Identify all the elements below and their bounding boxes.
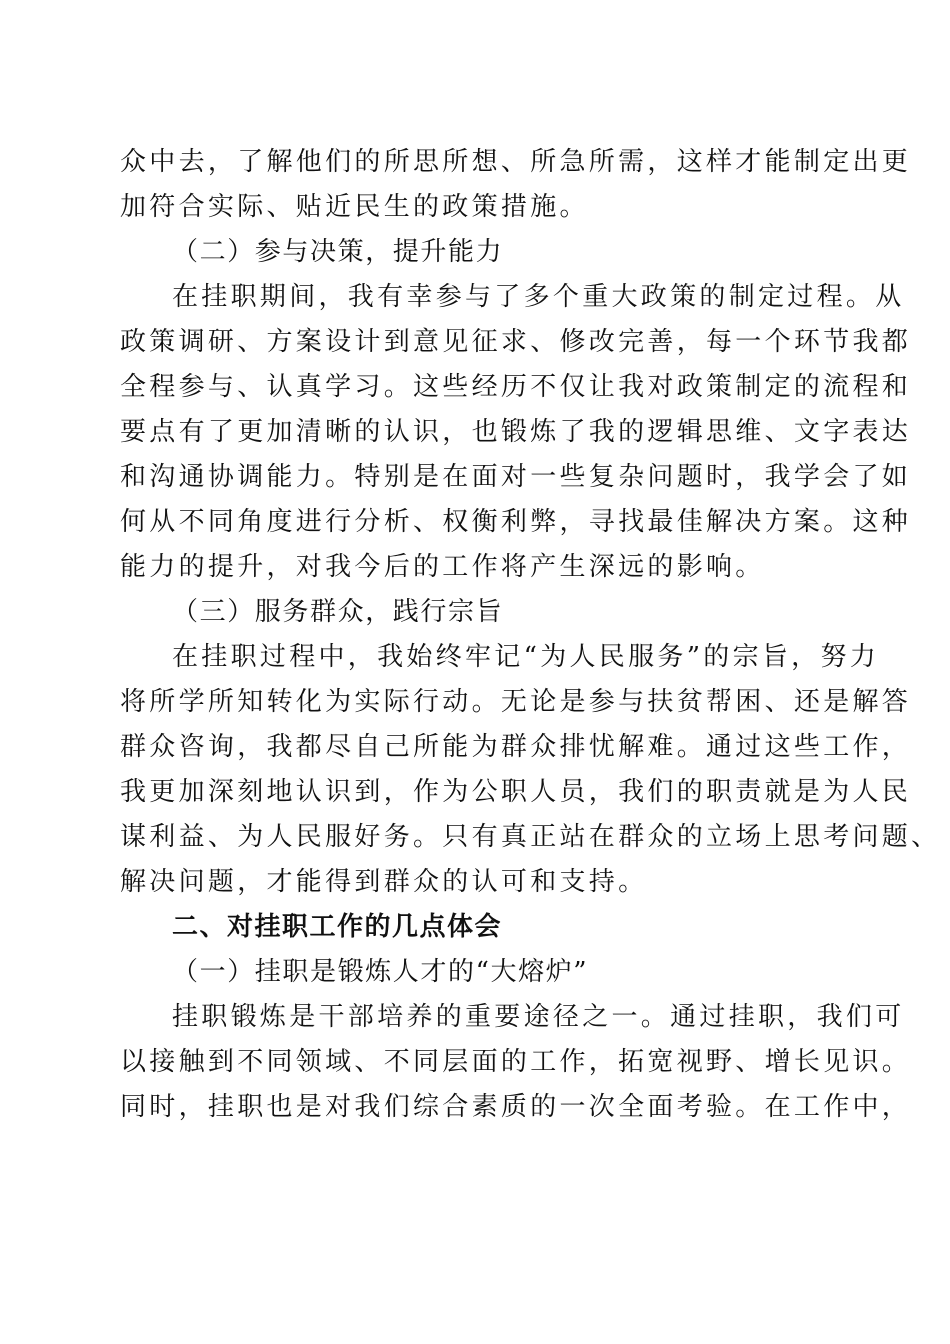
paragraph-line: 加符合实际、贴近民生的政策措施。: [120, 192, 589, 222]
section-subheading: （一）挂职是锻炼人才的“大熔炉”: [172, 957, 589, 987]
paragraph-line: 解决问题，才能得到群众的认可和支持。: [120, 867, 648, 897]
paragraph-line: 群众咨询，我都尽自己所能为群众排忧解难。通过这些工作，: [120, 732, 912, 762]
paragraph-line: 众中去，了解他们的所思所想、所急所需，这样才能制定出更: [120, 147, 912, 177]
paragraph-line: 全程参与、认真学习。这些经历不仅让我对政策制定的流程和: [120, 372, 912, 402]
paragraph-line: 何从不同角度进行分析、权衡利弊，寻找最佳解决方案。这种: [120, 507, 912, 537]
paragraph-line: 挂职锻炼是干部培养的重要途径之一。通过挂职，我们可: [172, 1002, 905, 1032]
paragraph-line: 政策调研、方案设计到意见征求、修改完善，每一个环节我都: [120, 327, 912, 357]
paragraph-line: 将所学所知转化为实际行动。无论是参与扶贫帮困、还是解答: [120, 687, 912, 717]
paragraph-line: 在挂职期间，我有幸参与了多个重大政策的制定过程。从: [172, 282, 905, 312]
paragraph-line: 和沟通协调能力。特别是在面对一些复杂问题时，我学会了如: [120, 462, 912, 492]
paragraph-line: 我更加深刻地认识到，作为公职人员，我们的职责就是为人民: [120, 777, 912, 807]
section-subheading: （二）参与决策，提升能力: [172, 237, 504, 267]
paragraph-line: 谋利益、为人民服好务。只有真正站在群众的立场上思考问题、: [120, 822, 941, 852]
paragraph-line: 以接触到不同领域、不同层面的工作，拓宽视野、增长见识。: [120, 1047, 912, 1077]
paragraph-line: 同时，挂职也是对我们综合素质的一次全面考验。在工作中，: [120, 1092, 912, 1122]
paragraph-line: 要点有了更加清晰的认识，也锻炼了我的逻辑思维、文字表达: [120, 417, 912, 447]
section-subheading: （三）服务群众，践行宗旨: [172, 597, 504, 627]
paragraph-line: 能力的提升，对我今后的工作将产生深远的影响。: [120, 552, 765, 582]
paragraph-line: 在挂职过程中，我始终牢记“为人民服务”的宗旨，努力: [172, 642, 880, 672]
section-heading: 二、对挂职工作的几点体会: [172, 912, 503, 942]
